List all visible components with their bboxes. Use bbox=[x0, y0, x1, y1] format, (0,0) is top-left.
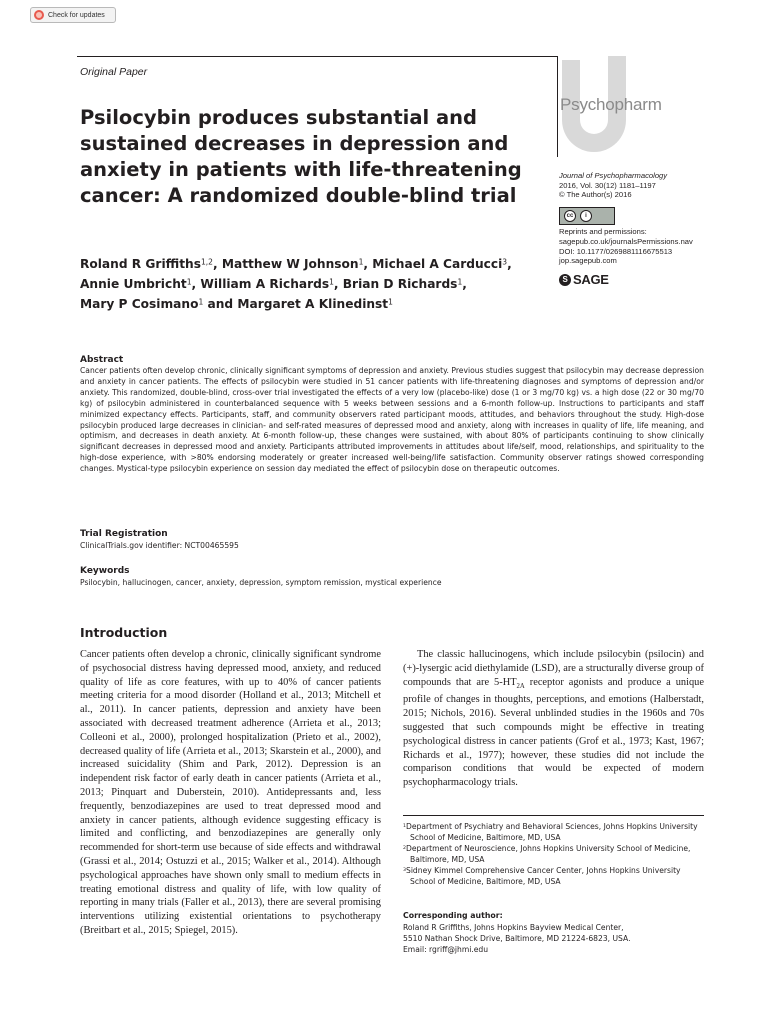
journal-info bbox=[559, 171, 667, 200]
journal-name: Journal of Psychopharmacology bbox=[559, 171, 668, 180]
cc-license-badge[interactable] bbox=[559, 207, 615, 225]
abstract-heading: Abstract bbox=[80, 355, 124, 365]
affiliations bbox=[403, 822, 704, 887]
introduction-heading: Introduction bbox=[80, 625, 168, 640]
doi[interactable]: DOI: 10.1177/0269881116675513 bbox=[559, 246, 673, 256]
attribution-icon: i bbox=[580, 210, 592, 222]
trial-registration-heading: Trial Registration bbox=[80, 529, 168, 539]
reprints-link[interactable]: sagepub.co.uk/journalsPermissions.nav bbox=[559, 236, 693, 246]
author: Annie Umbricht$^1$, bbox=[80, 277, 201, 291]
intro-column-1: Cancer patients often develop a chronic, clinically significant syndrome of psychosocial distress having depressed mood, anxiety, and reduced quality of life as core features, with up to 40% of cancer patients meeting criteria for a mood disorder (Holland et al., 2013; Mitchell et al., 2011). In cancer patients, depression and anxiety have been associated with decreased treatment adherence (Arrieta et al., 2013; Colleoni et al., 2000), prolonged hospitalization (Prieto et al., 2002), decreased quality of life (Arrieta et al., 2013; Skarstein et al., 2000), and increased suicidality (Shim and Park, 2012). Depression is an independent risk factor of early death in cancer patients (Arrieta et al., 2013; Pinquart and Duberstein, 2010). Antidepressants and, less frequently, benzodiazepines are used to treat depressed mood and anxiety in cancer patients, although evidence suggesting efficacy is limited and conflicting, and benzodiazepines are generally only recommended for short-term use because of side effects and withdrawal (Grassi et al., 2014; Ostuzzi et al., 2015; Walker et al., 2014). Although psychological approaches have shown only small to medium effects in treating emotional distress and quality of life, with low quality of reporting in many trials (Faller et al., 2013), there are several promising interventions utilizing existential orientations to psychotherapy (Breitbart et al., 2015; Spiegel, 2015). bbox=[80, 649, 381, 936]
abstract-text: Cancer patients often develop chronic, clinically significant symptoms of depression and anxiety. Previous studies suggest that psilocybin may decrease depression and anxiety in cancer patients. The effects of psilocybin were studied in 51 cancer patients with life-threatening diagnoses and symptoms of depression and/or anxiety. This randomized, double-blind, cross-over trial investigated the effects of a very low (placebo-like) dose (1 or 3 mg/70 kg) vs. a high dose (22 or 30 mg/70 kg) of psilocybin administered in counterbalanced sequence with 5 weeks between sessions and a 6-month follow-up. Instructions to participants and staff minimized expectancy effects. Participants, staff, and community observers rated participant moods, attitudes, and behaviors throughout the study. High-dose psilocybin produced large decreases in clinician- and self-rated measures of depressed mood and anxiety, along with increases in quality of life, life meaning, and optimism, and decreases in death anxiety. At 6-month follow-up, these changes were sustained, with about 80% of participants continuing to show clinically significant decreases in depressed mood and anxiety. Participants attributed improvements in attitudes about life/self, mood, relationships, and spirituality to the high-dose experience, with >80% endorsing moderately or greater increased well-being/life satisfaction. Community observer ratings showed corresponding changes. Mystical-type psilocybin experience on session day mediated the effect of psilocybin dose on therapeutic outcomes. bbox=[80, 366, 704, 474]
corresponding-author-info: Roland R Griffiths, Johns Hopkins Bayview Medical Center, 5510 Nathan Shock Drive, Baltimore, MD 21224-6823, USA. Email: rgriff@jhmi.edu bbox=[403, 923, 631, 954]
publisher-logo bbox=[559, 272, 609, 287]
author-list bbox=[80, 254, 550, 314]
affiliation: $^2$Department of Neuroscience, Johns Hopkins University School of Medicine, Baltimore, MD, USA bbox=[403, 843, 691, 864]
corresponding-author-heading: Corresponding author: bbox=[403, 911, 503, 920]
check-for-updates-button[interactable] bbox=[30, 7, 116, 23]
author: Michael A Carducci$^3$, bbox=[372, 257, 512, 271]
logo-divider bbox=[557, 56, 558, 157]
reprints-label: Reprints and permissions: bbox=[559, 227, 647, 236]
author: Margaret A Klinedinst$^1$ bbox=[237, 297, 393, 311]
intro-column-2: The classic hallucinogens, which include psilocybin (psilocin) and (+)-lysergic acid diethylamide (LSD), are a structurally diverse group of compounds that are $5-HT_{2A}$ receptor agonists and produce a unique profile of changes in thoughts, perceptions, and emotions (Halberstadt, 2015; Nichols, 2016). Several unblinded studies in the 1960s and 70s suggested that such compounds might be effective in treating psychological distress in cancer patients (Grof et al., 1973; Kast, 1967; Richards et al., 1977); however, these studies did not include the comparison conditions that would be expected of modern psychopharmacology trials. bbox=[403, 649, 704, 789]
keywords-heading: Keywords bbox=[80, 566, 130, 576]
journal-site-link[interactable]: jop.sagepub.com bbox=[559, 256, 617, 266]
sage-icon: S bbox=[559, 274, 571, 286]
permissions-info bbox=[559, 227, 693, 266]
check-for-updates-label: Check for updates bbox=[48, 11, 105, 19]
journal-citation: 2016, Vol. 30(12) 1181–1197 bbox=[559, 180, 656, 190]
update-icon bbox=[34, 10, 44, 20]
author: Brian D Richards$^1$, bbox=[342, 277, 467, 291]
corresponding-email[interactable]: Email: rgriff@jhmi.edu bbox=[403, 944, 489, 954]
footnote-rule bbox=[403, 815, 704, 816]
author: Mary P Cosimano$^1$ and bbox=[80, 297, 238, 311]
trial-registration-text: ClinicalTrials.gov identifier: NCT00465595 bbox=[80, 541, 239, 550]
author: Roland R Griffiths$^{1,2}$, bbox=[80, 257, 222, 271]
affiliation: $^3$Sidney Kimmel Comprehensive Cancer Center, Johns Hopkins University School of Medicine, Baltimore, MD, USA bbox=[403, 865, 681, 886]
author: William A Richards$^1$, bbox=[200, 277, 343, 291]
journal-copyright: © The Author(s) 2016 bbox=[559, 190, 632, 200]
cc-icon: cc bbox=[564, 210, 576, 222]
journal-logo-text: Psychopharm bbox=[560, 95, 662, 114]
keywords-text: Psilocybin, hallucinogen, cancer, anxiety, depression, symptom remission, mystical experience bbox=[80, 578, 442, 587]
publisher-name: SAGE bbox=[573, 272, 609, 287]
author: Matthew W Johnson$^1$, bbox=[221, 257, 373, 271]
paper-type: Original Paper bbox=[80, 66, 148, 78]
affiliation: $^1$Department of Psychiatry and Behavioral Sciences, Johns Hopkins University School of Medicine, Baltimore, MD, USA bbox=[403, 822, 698, 842]
paper-title: Psilocybin produces substantial and sustained decreases in depression and anxiety in patients with life-threatening cancer: A randomized double-blind trial bbox=[80, 106, 522, 207]
